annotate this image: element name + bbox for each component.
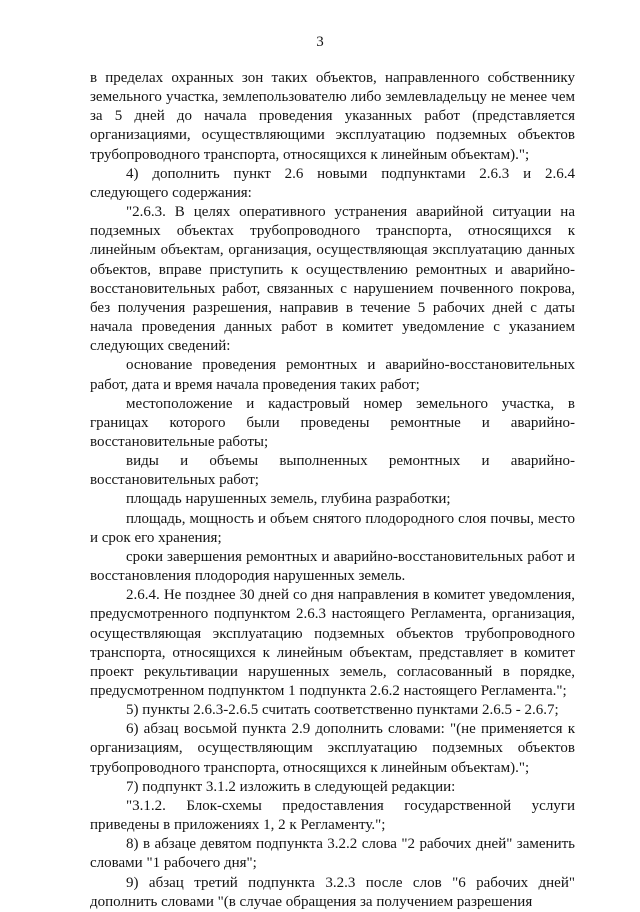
paragraph-2-6-4: 2.6.4. Не позднее 30 дней со дня направления в комитет уведомления, предусмотренного подпунктом 2.6.3 настоящего Регламента, организация, осуществляющая эксплуатацию подземных объектов трубопроводного транспорта, относящихся к линейным объектам, представляет в комитет проект рекультивации нарушенных земель, согласованный в порядке, предусмотренном подпунктом 1 подпункта 2.6.2 настоящего Регламента."; — [90, 587, 575, 699]
paragraph-item-8: 8) в абзаце девятом подпункта 3.2.2 слова "2 рабочих дней" заменить словами "1 рабочего дня"; — [90, 836, 575, 872]
paragraph-location: местоположение и кадастровый номер земельного участка, в границах которого были проведены ремонтные и аварийно-восстановительные работы; — [90, 395, 575, 450]
paragraph-item-7: 7) подпункт 3.1.2 изложить в следующей редакции: — [126, 778, 456, 795]
paragraph-item-6: 6) абзац восьмой пункта 2.9 дополнить словами: "(не применяется к организациям, осуществляющим эксплуатацию подземных объектов трубопроводного транспорта, относящихся к линейным объектам)."; — [90, 721, 575, 776]
page-number: 3 — [316, 34, 324, 50]
paragraph-types-volumes: виды и объемы выполненных ремонтных и аварийно-восстановительных работ; — [90, 453, 575, 489]
paragraph-basis: основание проведения ремонтных и аварийно-восстановительных работ, дата и время начала проведения таких работ; — [90, 357, 575, 393]
document-body — [90, 69, 575, 912]
paragraph-item-9: 9) абзац третий подпункта 3.2.3 после слов "6 рабочих дней" дополнить словами "(в случае обращения за получением разрешения — [90, 874, 575, 910]
paragraph-soil-layer: площадь, мощность и объем снятого плодородного слоя почвы, место и срок его хранения; — [90, 510, 575, 546]
paragraph-item-4: 4) дополнить пункт 2.6 новыми подпунктами 2.6.3 и 2.6.4 следующего содержания: — [90, 165, 575, 201]
paragraph-area: площадь нарушенных земель, глубина разработки; — [126, 491, 451, 508]
paragraph-item-5: 5) пункты 2.6.3-2.6.5 считать соответственно пунктами 2.6.5 - 2.6.7; — [126, 702, 559, 719]
paragraph-completion-dates: сроки завершения ремонтных и аварийно-восстановительных работ и восстановления плодородия нарушенных земель. — [90, 548, 575, 585]
paragraph-2-6-3: "2.6.3. В целях оперативного устранения аварийной ситуации на подземных объектах трубопроводного транспорта, относящихся к линейным объектам, организация, осуществляющая эксплуатацию данных объектов, вправе приступить к осуществлению ремонтных и аварийно-восстановительных работ, связанных с нарушением почвенного покрова, без получения разрешения, направив в течение 5 рабочих дней с даты начала проведения данных работ в комитет уведомление с указанием следующих сведений: — [90, 204, 575, 355]
paragraph-continuation: в пределах охранных зон таких объектов, направленного собственнику земельного участка, землепользователю либо землевладельцу не менее чем за 5 дней до начала проведения указанных работ (представляется организациями, осуществляющими эксплуатацию подземных объектов трубопроводного транспорта, относящихся к линейным объектам)."; — [90, 70, 575, 163]
paragraph-3-1-2: "3.1.2. Блок-схемы предоставления государственной услуги приведены в приложениях 1, 2 к Регламенту."; — [90, 797, 575, 834]
